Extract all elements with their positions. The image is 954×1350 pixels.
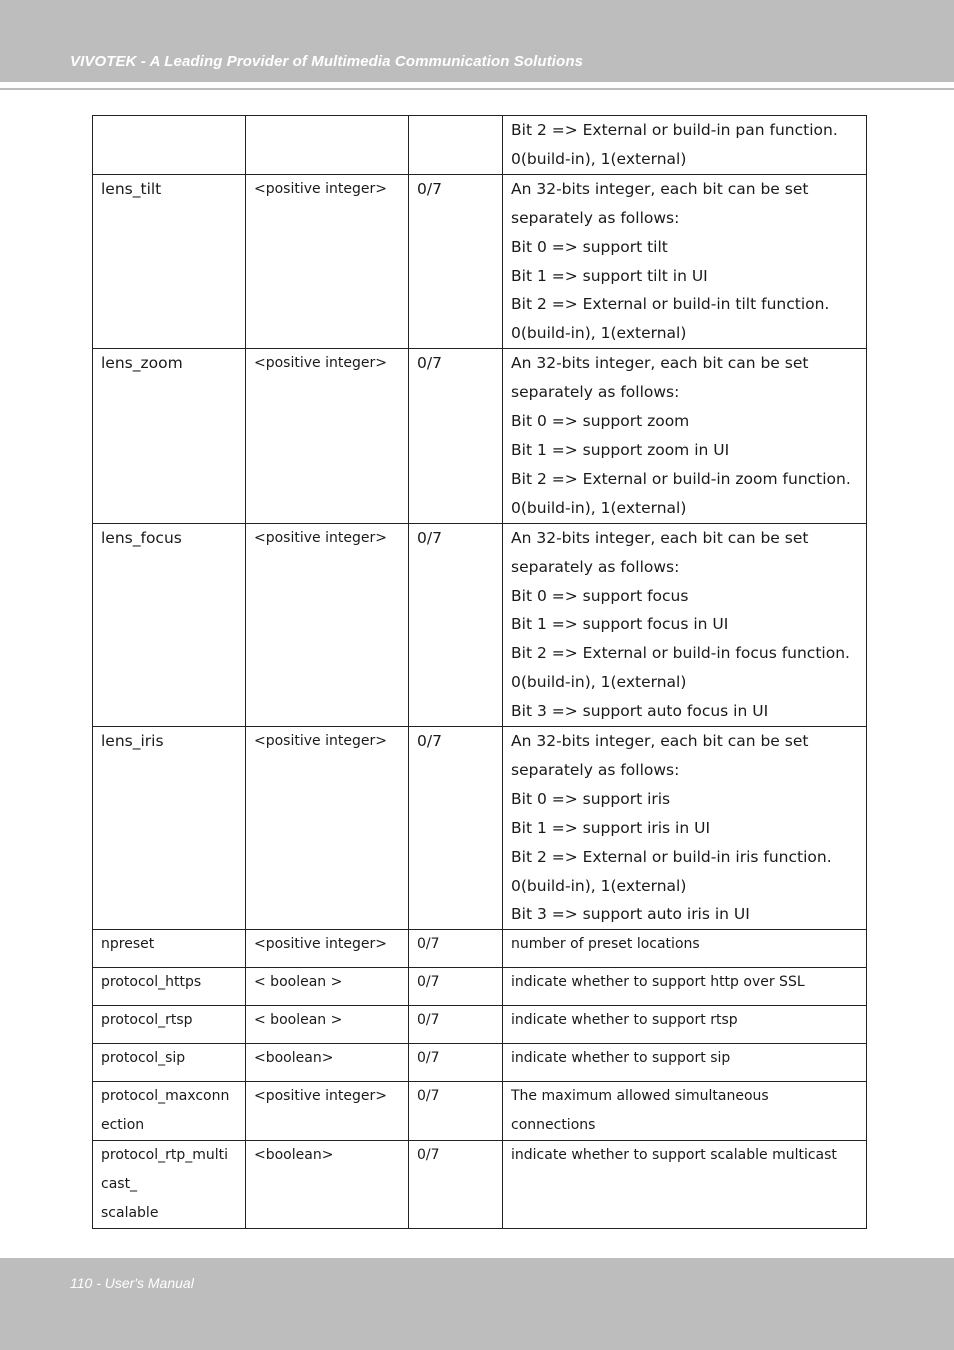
param-description-cell-line: An 32-bits integer, each bit can be set: [511, 179, 809, 198]
table-row: [93, 174, 867, 348]
table-row: [93, 968, 867, 1006]
param-description-cell-line: An 32-bits integer, each bit can be set: [511, 354, 809, 373]
param-security-cell-line: 0/7: [417, 354, 442, 373]
param-type-cell-line: <positive integer>: [254, 529, 387, 546]
param-description-cell-line: 0(build-in), 1(external): [511, 498, 687, 517]
param-security-cell: [409, 116, 503, 175]
param-description-cell-line: Bit 3 => support auto iris in UI: [511, 905, 750, 924]
param-name-cell-line: scalable: [101, 1204, 159, 1221]
param-description-cell-line: An 32-bits integer, each bit can be set: [511, 528, 809, 547]
table-row: [93, 1082, 867, 1141]
param-description-cell: [503, 968, 867, 1006]
param-name-cell: [93, 1140, 246, 1228]
param-security-cell-line: 0/7: [417, 1146, 440, 1163]
param-description-cell: [503, 1006, 867, 1044]
param-description-cell-line: Bit 2 => External or build-in pan function.: [511, 121, 838, 139]
param-description-cell-line: Bit 2 => External or build-in iris function.: [511, 847, 832, 866]
param-name-cell-line: npreset: [101, 936, 155, 953]
param-description-cell-line: Bit 0 => support tilt: [511, 237, 668, 256]
param-type-cell-line: <positive integer>: [254, 733, 387, 750]
param-name-cell-line: protocol_sip: [101, 1050, 186, 1067]
param-description-cell-line: indicate whether to support scalable multicast: [511, 1146, 837, 1163]
param-type-cell-line: < boolean >: [254, 1012, 343, 1029]
param-type-cell-line: <boolean>: [254, 1050, 334, 1067]
param-type-cell: [246, 1082, 409, 1141]
param-type-cell-line: <positive integer>: [254, 1088, 387, 1105]
param-description-cell-line: Bit 2 => External or build-in zoom function.: [511, 469, 851, 488]
param-security-cell-line: 0/7: [417, 1050, 440, 1067]
param-description-cell: [503, 523, 867, 726]
param-name-cell: [93, 523, 246, 726]
param-type-cell-line: <positive integer>: [254, 355, 387, 372]
param-description-cell-line: separately as follows:: [511, 760, 680, 779]
param-description-cell-line: separately as follows:: [511, 383, 680, 402]
param-name-cell: [93, 116, 246, 175]
param-type-cell: [246, 968, 409, 1006]
param-name-cell-line: lens_tilt: [101, 179, 162, 198]
param-name-cell-line: protocol_https: [101, 974, 202, 991]
param-type-cell: [246, 1044, 409, 1082]
param-description-cell-line: Bit 0 => support focus: [511, 586, 689, 605]
param-description-cell-line: 0(build-in), 1(external): [511, 673, 687, 692]
param-type-cell-line: <boolean>: [254, 1146, 334, 1163]
param-description-cell-line: Bit 1 => support tilt in UI: [511, 266, 708, 285]
param-security-cell: [409, 1140, 503, 1228]
param-description-cell-line: Bit 0 => support iris: [511, 789, 671, 808]
param-type-cell-line: <positive integer>: [254, 180, 387, 197]
param-name-cell: [93, 930, 246, 968]
param-security-cell-line: 0/7: [417, 732, 442, 751]
page-footer: [0, 1258, 954, 1350]
param-description-cell-line: An 32-bits integer, each bit can be set: [511, 732, 809, 751]
param-security-cell: [409, 930, 503, 968]
param-description-cell-line: indicate whether to support http over SSL: [511, 974, 805, 991]
param-description-cell: [503, 116, 867, 175]
param-description-cell: [503, 930, 867, 968]
param-security-cell: [409, 523, 503, 726]
param-name-cell-line: protocol_rtsp: [101, 1012, 193, 1029]
param-description-cell-line: separately as follows:: [511, 208, 680, 227]
table-row: [93, 1044, 867, 1082]
param-security-cell: [409, 1082, 503, 1141]
param-name-cell-line: protocol_maxconn: [101, 1088, 230, 1105]
param-security-cell: [409, 174, 503, 348]
param-description-cell-line: Bit 2 => External or build-in tilt function.: [511, 295, 830, 314]
param-description-cell-line: Bit 3 => support auto focus in UI: [511, 702, 769, 721]
param-description-cell-line: The maximum allowed simultaneous: [511, 1088, 769, 1105]
param-description-cell-line: number of preset locations: [511, 936, 700, 953]
param-description-cell: [503, 727, 867, 930]
param-description-cell-line: indicate whether to support rtsp: [511, 1012, 738, 1029]
param-description-cell-line: 0(build-in), 1(external): [511, 876, 687, 895]
param-description-cell: [503, 349, 867, 523]
table-row: [93, 116, 867, 175]
param-name-cell-line: protocol_rtp_multi: [101, 1146, 229, 1163]
param-security-cell-line: 0/7: [417, 974, 440, 991]
param-name-cell: [93, 727, 246, 930]
param-type-cell: [246, 174, 409, 348]
param-description-cell-line: indicate whether to support sip: [511, 1050, 731, 1067]
param-type-cell: [246, 727, 409, 930]
param-type-cell: [246, 116, 409, 175]
param-security-cell: [409, 349, 503, 523]
parameter-table: [92, 115, 867, 1229]
param-name-cell-line: ection: [101, 1117, 145, 1134]
param-security-cell: [409, 1044, 503, 1082]
param-name-cell: [93, 174, 246, 348]
param-description-cell-line: Bit 2 => External or build-in focus function.: [511, 644, 850, 663]
table-row: [93, 349, 867, 523]
param-type-cell: [246, 523, 409, 726]
param-name-cell-line: lens_zoom: [101, 354, 183, 373]
table-row: [93, 523, 867, 726]
param-security-cell-line: 0/7: [417, 936, 440, 953]
param-description-cell-line: 0(build-in), 1(external): [511, 149, 687, 168]
table-row: [93, 727, 867, 930]
table-row: [93, 1140, 867, 1228]
param-description-cell-line: Bit 1 => support zoom in UI: [511, 440, 730, 459]
param-description-cell: [503, 1044, 867, 1082]
param-name-cell-line: cast_: [101, 1175, 138, 1192]
param-security-cell-line: 0/7: [417, 1012, 440, 1029]
param-name-cell: [93, 349, 246, 523]
parameter-table-body: [93, 116, 867, 1229]
param-security-cell: [409, 1006, 503, 1044]
param-type-cell: [246, 1140, 409, 1228]
param-security-cell: [409, 727, 503, 930]
param-name-cell: [93, 968, 246, 1006]
param-description-cell-line: separately as follows:: [511, 557, 680, 576]
page-number: 110 - User's Manual: [70, 1275, 194, 1291]
param-description-cell-line: connections: [511, 1117, 596, 1134]
param-security-cell: [409, 968, 503, 1006]
table-row: [93, 1006, 867, 1044]
param-description-cell-line: Bit 1 => support focus in UI: [511, 615, 729, 634]
param-description-cell: [503, 174, 867, 348]
table-row: [93, 930, 867, 968]
param-name-cell: [93, 1082, 246, 1141]
param-type-cell-line: < boolean >: [254, 974, 343, 991]
param-type-cell-line: <positive integer>: [254, 936, 387, 953]
param-security-cell-line: 0/7: [417, 1088, 440, 1105]
param-security-cell-line: 0/7: [417, 179, 442, 198]
param-description-cell-line: Bit 1 => support iris in UI: [511, 818, 711, 837]
param-type-cell: [246, 1006, 409, 1044]
param-description-cell-line: 0(build-in), 1(external): [511, 324, 687, 343]
param-type-cell: [246, 349, 409, 523]
param-description-cell: [503, 1082, 867, 1141]
param-description-cell: [503, 1140, 867, 1228]
header-rule: [0, 88, 954, 90]
param-name-cell: [93, 1044, 246, 1082]
param-name-cell-line: lens_focus: [101, 528, 182, 547]
param-name-cell: [93, 1006, 246, 1044]
param-type-cell: [246, 930, 409, 968]
header-title: VIVOTEK - A Leading Provider of Multimedia Communication Solutions: [70, 53, 584, 70]
param-description-cell-line: Bit 0 => support zoom: [511, 412, 690, 431]
param-security-cell-line: 0/7: [417, 528, 442, 547]
param-name-cell-line: lens_iris: [101, 732, 164, 751]
